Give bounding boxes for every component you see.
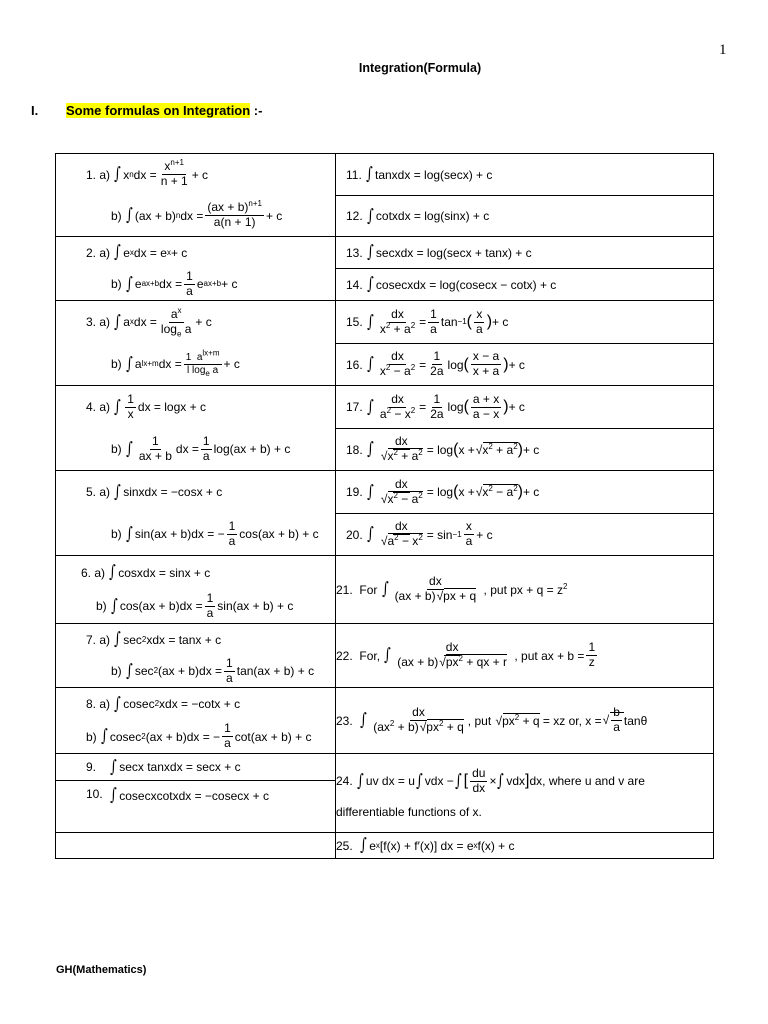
- section-suffix: :-: [250, 103, 263, 118]
- formula-8a: 8. a) ∫ cosec 2 xdx = −cotx + c: [86, 693, 241, 714]
- table-row: [56, 301, 714, 386]
- formula-10: 10. ∫ cosecxcotxdx = −cosecx + c: [86, 785, 269, 805]
- footer: GH(Mathematics): [56, 964, 147, 976]
- section-numeral: I.: [31, 103, 39, 118]
- page-number: 1: [719, 42, 727, 58]
- table-row: [56, 833, 714, 859]
- formula-17: 17. ∫ dx $a^2 - x^2$ = 1 2a log ( a + x a − x ) + c: [336, 386, 713, 429]
- formula-5b: b) ∫ sin(ax + b)dx = − 1 a cos(ax + b) + c: [111, 518, 319, 548]
- formula-23: 23. ∫ dx $(ax^2 + b)√$ $px^2 + q$ , put √ $px^2 + q$ = xz or, x = √ $\frac{b}{a}$ tanθ: [336, 688, 714, 754]
- formula-14: 14. ∫ cosecxdx = log(cosecx − cotx) + c: [346, 274, 557, 294]
- formula-6b: b) ∫ cos(ax + b)dx = 1 a sin(ax + b) + c: [96, 590, 294, 620]
- table-row: [56, 688, 714, 754]
- formula-5a: 5. a) ∫ sinxdx = −cosx + c: [86, 481, 223, 502]
- formula-7a: 7. a) ∫ sec 2 xdx = tanx + c: [86, 629, 222, 650]
- table-row: [56, 386, 714, 471]
- table-row: [56, 237, 714, 301]
- formula-13: 13. ∫ secxdx = log(secx + tanx) + c: [336, 237, 713, 269]
- formula-11: 11. ∫ tanxdx = log(secx) + c: [336, 154, 713, 196]
- formula-22: 22. For, ∫ dx (ax + b)√ $px^2$ + qx + r , put ax + b = 1 z: [336, 624, 714, 688]
- formula-7b: b) ∫ sec 2 (ax + b)dx = 1 a tan(ax + b) + c: [111, 655, 315, 685]
- formula-16: 16. ∫ dx $x^2 - a^2$ = 1 2a log ( x − a x + a ) + c: [346, 349, 525, 378]
- formula-3a: 3. a) ∫ a x dx = $a^x$ $\log_e a$ + c: [86, 305, 212, 338]
- formula-25: 25. ∫ e x [f(x) + f′(x)] dx = e x f(x) + c: [336, 833, 714, 859]
- formula-12: 12. ∫ cotxdx = log(sinx) + c: [346, 205, 490, 226]
- formula-4a: 4. a) ∫ 1 x dx = logx + c: [86, 391, 206, 421]
- formula-15: 15. ∫ dx $x^2 + a^2$ = 1 a tan −1 ( x a ) + c: [336, 301, 713, 344]
- formula-1b: b) ∫ (ax + b) n dx = (ax + b)$^{n+1}$ a(n + 1) + c: [111, 199, 283, 229]
- formula-18: 18. ∫ dx √ $x^2 + a^2$ = log ( x + √ $x^2 + a^2$ ) + c: [336, 429, 713, 470]
- formula-24: 24. ∫ uv dx = u ∫ vdx − ∫ [ du dx × ∫ vdx ] dx , where u and v are differentiable functions of x.: [336, 754, 714, 833]
- formula-6a: 6. a) ∫ cosxdx = sinx + c: [81, 562, 211, 583]
- formula-cell: [56, 154, 336, 237]
- table-row: [56, 471, 714, 556]
- formula-cell: [336, 154, 714, 237]
- table-row: [56, 624, 714, 688]
- formula-3b: b) ∫ a lx+m dx = 1 $a^{lx+m}$ l $\log_e a$ + c: [111, 348, 240, 378]
- formula-21: 21. For ∫ dx (ax + b)√ px + q , put px + $q = z^2$: [336, 556, 714, 624]
- table-row: [56, 556, 714, 624]
- formula-19: 19. ∫ dx √ $x^2 - a^2$ = log ( x + √ $x^2 - a^2$ ) + c: [336, 471, 713, 514]
- formula-2b: b) ∫ e ax+b dx = 1 a e ax+b + c: [111, 268, 238, 298]
- formula-9: 9. ∫ secx tanxdx = secx + c: [56, 754, 335, 781]
- section-title: Some formulas on Integration: [66, 103, 251, 118]
- section-heading: [31, 103, 262, 118]
- formula-8b: b) ∫ cosec 2 (ax + b)dx = − 1 a cot(ax + b) + c: [86, 721, 312, 751]
- table-row: [56, 754, 714, 833]
- formula-1a: 1. a) ∫ x n dx = $x^{n+1}$ n + 1 + c: [86, 158, 209, 188]
- page-title: Integration(Formula): [358, 61, 482, 75]
- table-row: [56, 154, 714, 237]
- formula-20: 20. ∫ dx √ $a^2 - x^2$ = sin −1 x a + c: [336, 514, 713, 555]
- formula-4b: b) ∫ 1 ax + b dx = 1 a log(ax + b) + c: [111, 433, 291, 463]
- formula-table: [55, 153, 714, 859]
- formula-2a: 2. a) ∫ e x dx = e x + c: [86, 242, 188, 263]
